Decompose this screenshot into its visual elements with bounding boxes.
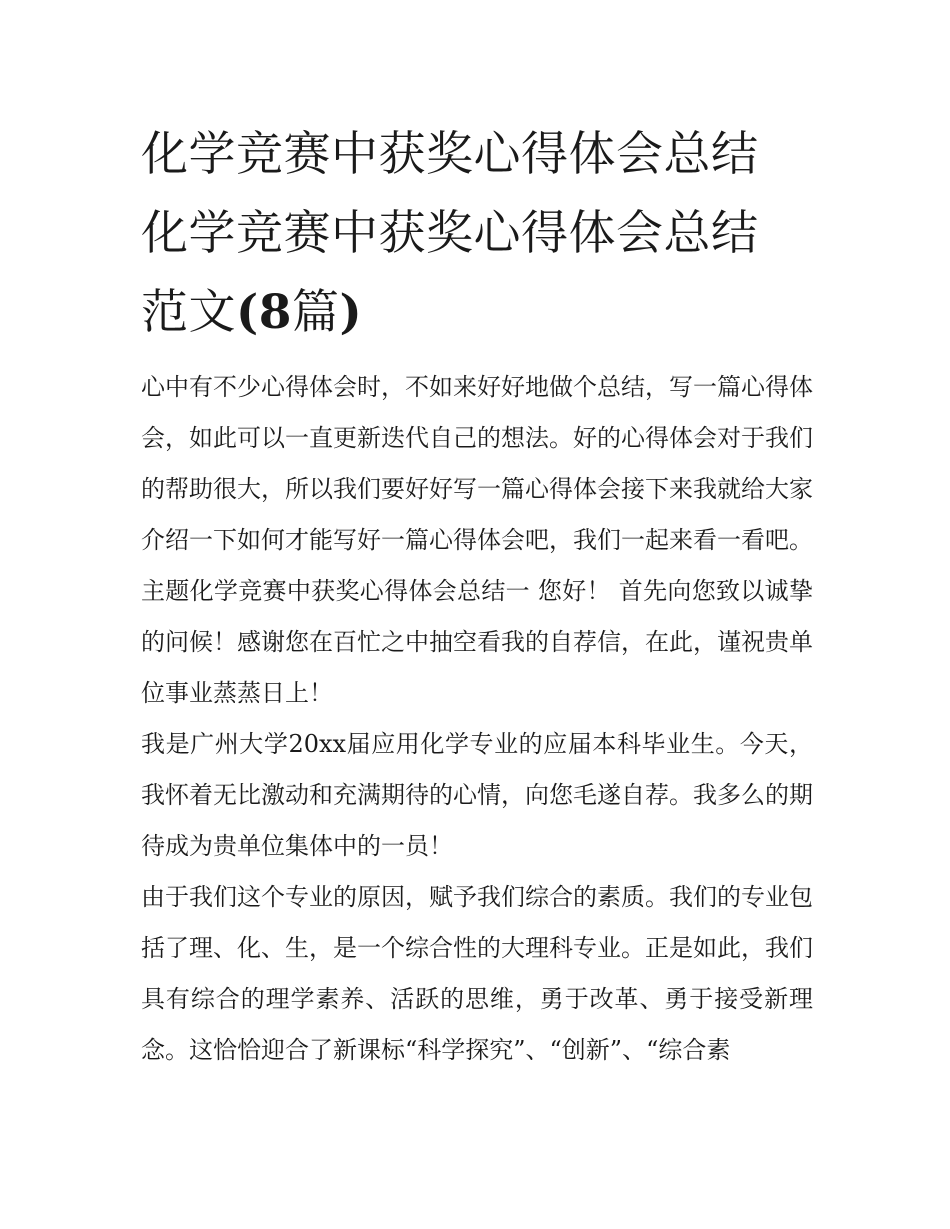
paragraph-intro: 心中有不少心得体会时，不如来好好地做个总结，写一篇心得体会，如此可以一直更新迭代自己的想法。好的心得体会对于我们的帮助很大，所以我们要好好写一篇心得体会接下来我就给大家介绍一下如何才能写好一篇心得体会吧，我们一起来看一看吧。 [141,373,813,554]
document-title [141,115,813,352]
paragraph-major: 由于我们这个专业的原因，赋予我们综合的素质。我们的专业包括了理、化、生，是一个综合性的大理科专业。正是如此，我们具有综合的理学素养、活跃的思维，勇于改革、勇于接受新理念。这恰恰迎合了新课标“科学探究”、“创新”、“综合素 [141,883,813,1064]
paragraph-greeting: 主题化学竞赛中获奖心得体会总结一 您好！ 首先向您致以诚挚的问候！感谢您在百忙之中抽空看我的自荐信，在此，谨祝贵单位事业蒸蒸日上！ [141,577,813,707]
paragraph-self-intro: 我是广州大学20xx届应用化学专业的应届本科毕业生。今天，我怀着无比激动和充满期待的心情，向您毛遂自荐。我多么的期待成为贵单位集体中的一员！ [141,730,813,860]
title-line-3-close: ) [339,285,363,340]
title-line-1: 化学竞赛中获奖心得体会总结 [141,127,759,182]
title-line-3-prefix: 范文 [141,285,236,340]
document-body [141,362,813,1076]
title-line-3-unit: 篇 [291,285,340,340]
title-line-3-count: (8 [236,285,292,340]
title-line-2: 化学竞赛中获奖心得体会总结 [141,206,759,261]
document-page [141,115,813,1076]
